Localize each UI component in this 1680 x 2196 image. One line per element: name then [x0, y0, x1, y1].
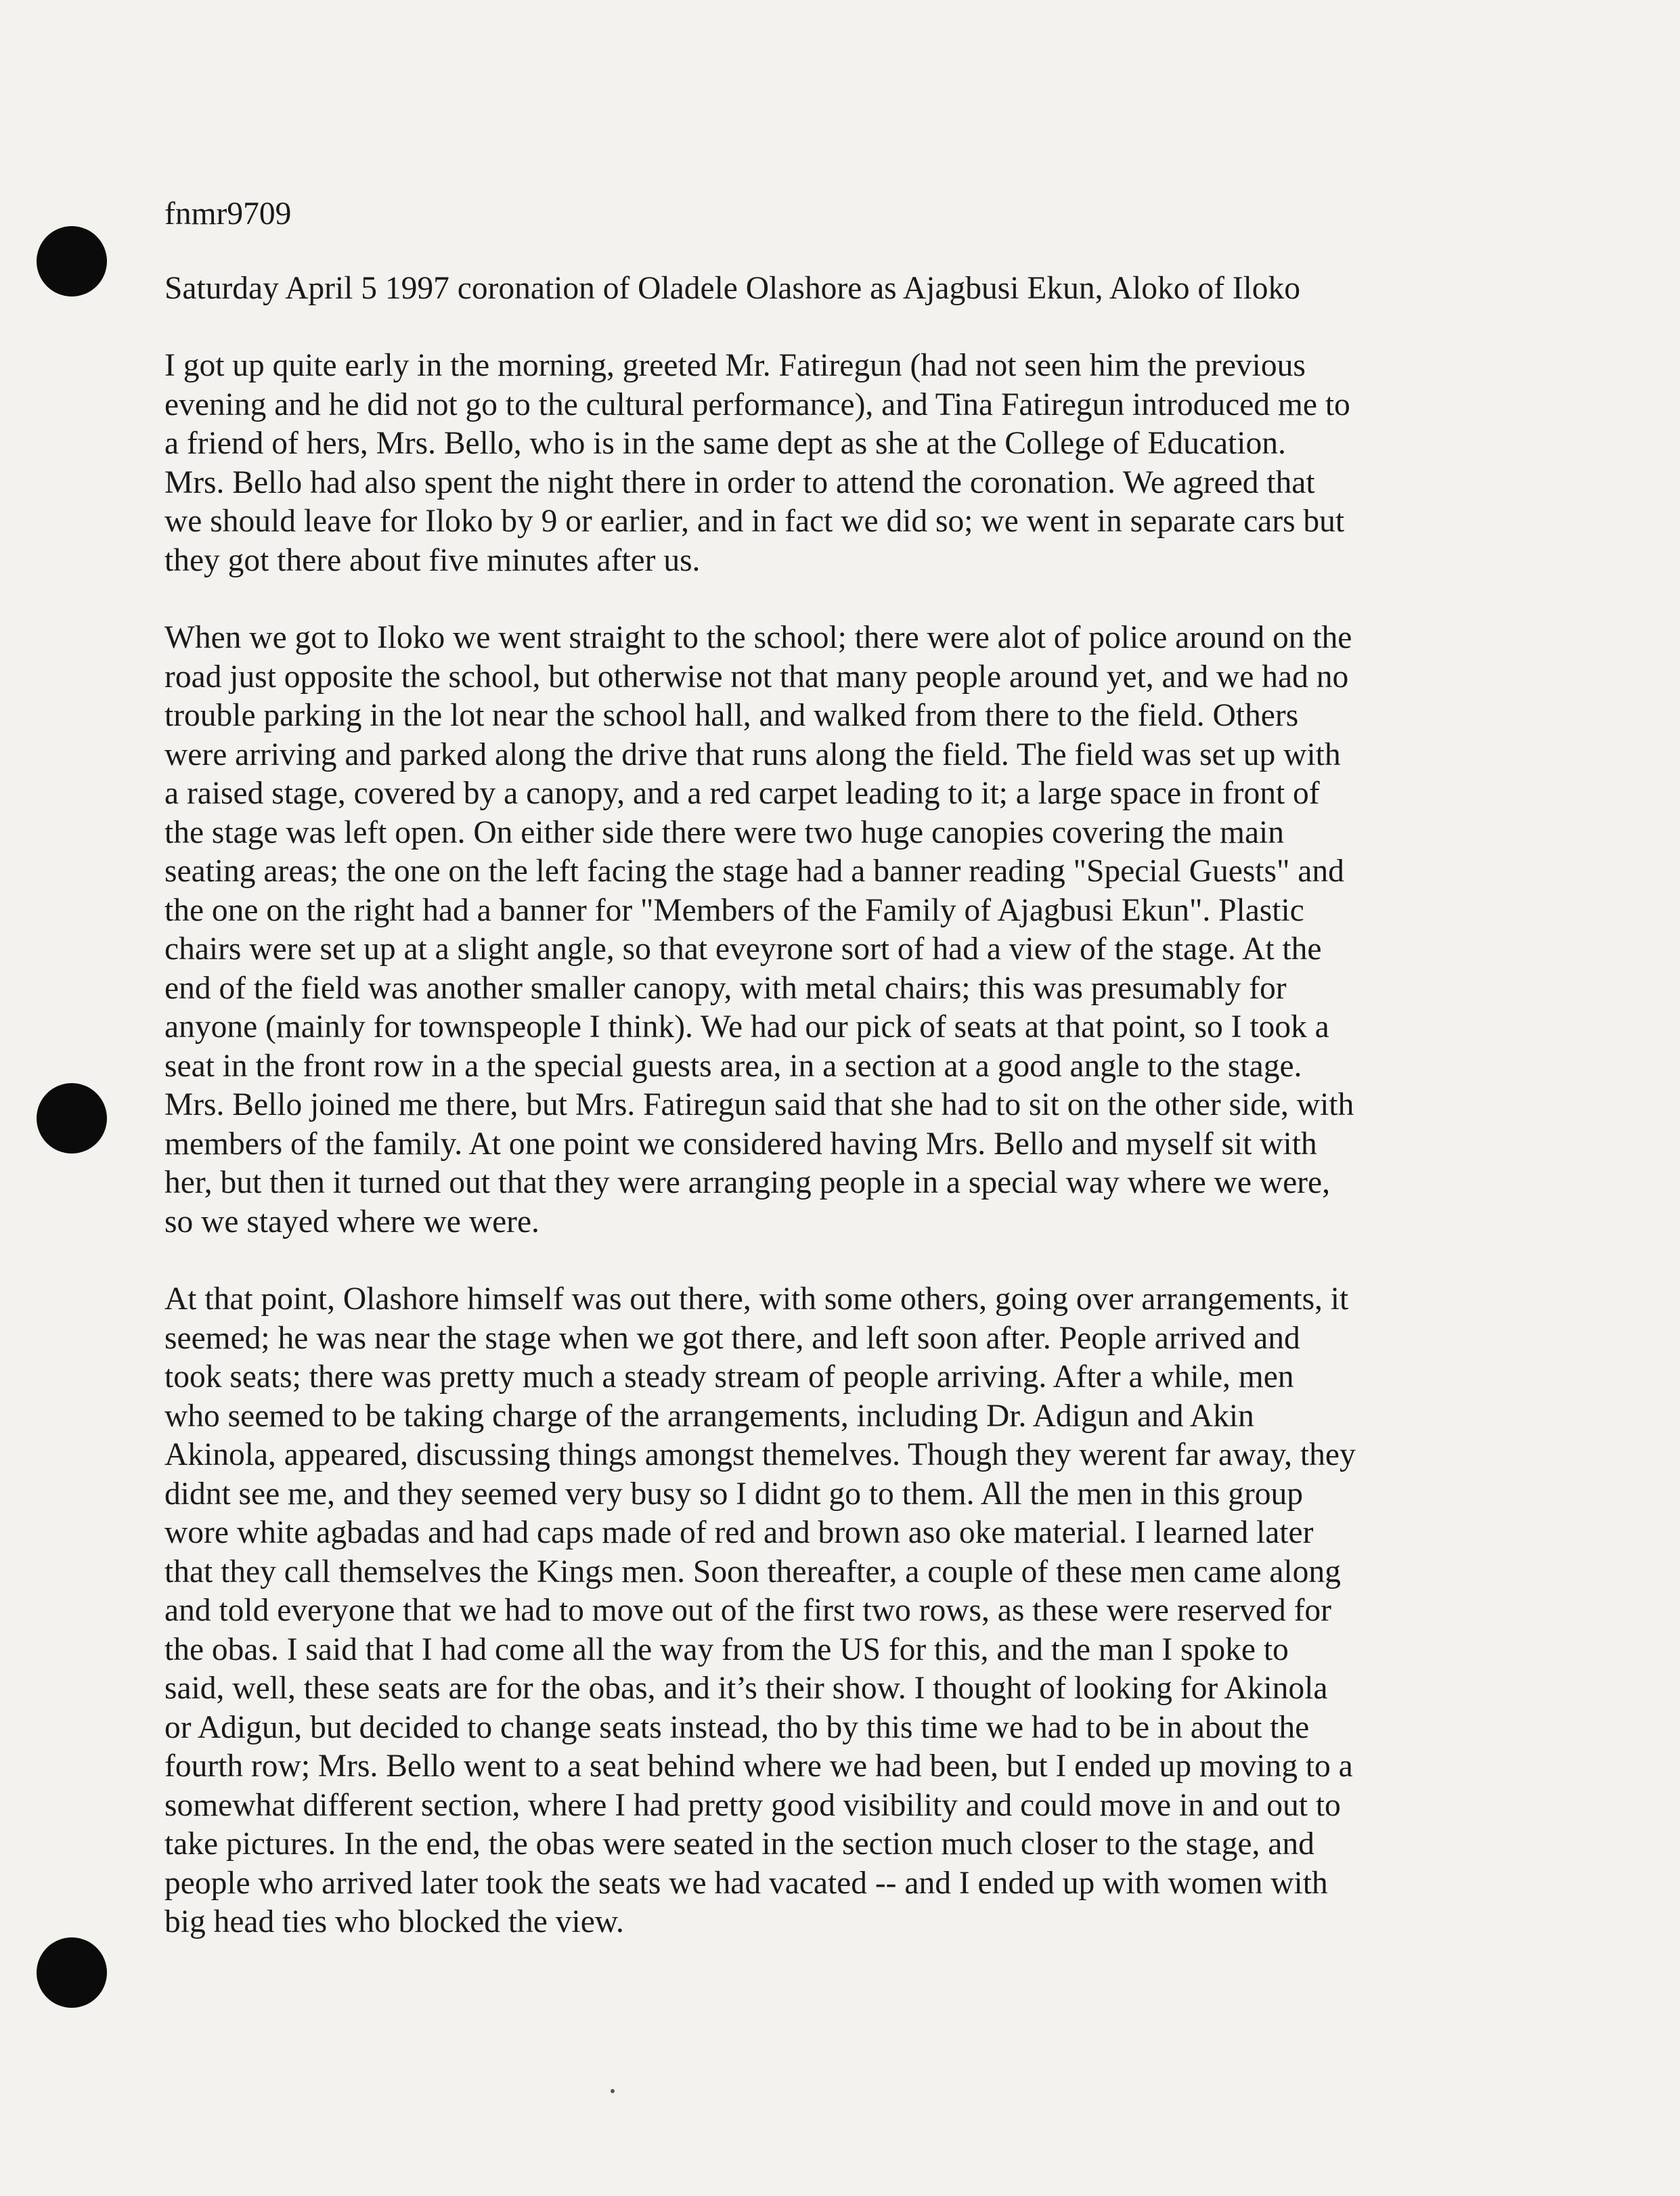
document-body — [164, 195, 1484, 1981]
punch-hole-middle — [37, 1083, 107, 1154]
punch-hole-bottom — [37, 1937, 107, 2008]
paragraph-arrival: When we got to Iloko we went straight to the school; there were alot of police around on the road just opposite the school, but otherwise not that many people around yet, and we had no trouble parking in the lot near the school hall, and walked from there to the field. Others were arriving and parked along the drive that runs along the field. The field was set up with a raised stage, covered by a canopy, and a red carpet leading to it; a large space in front of the stage was left open. On either side there were two huge canopies covering the main seating areas; the one on the left facing the stage had a banner reading "Special Guests" and the one on the right had a banner for "Members of the Family of Ajagbusi Ekun". Plastic chairs were set up at a slight angle, so that eveyrone sort of had a view of the stage. At the end of the field was another smaller canopy, with metal chairs; this was presumably for anyone (mainly for townspeople I think). We had our pick of seats at that point, so I took a seat in the front row in a the special guests area, in a section at a good angle to the stage. Mrs. Bello joined me there, but Mrs. Fatiregun said that she had to sit on the other side, with members of the family. At one point we considered having Mrs. Bello and myself sit with her, but then it turned out that they were arranging people in a special way where we were, so we stayed where we were. — [164, 620, 1354, 1239]
punch-hole-top — [37, 226, 107, 297]
scan-speck — [611, 2089, 615, 2093]
document-title: Saturday April 5 1997 coronation of Oladele Olashore as Ajagbusi Ekun, Aloko of Iloko — [164, 270, 1301, 306]
paragraph-seating: At that point, Olashore himself was out there, with some others, going over arrangements, it seemed; he was near the stage when we got there, and left soon after. People arrived and took seats; there was pretty much a steady stream of people arriving. After a while, men who seemed to be taking charge of the arrangements, including Dr. Adigun and Akin Akinola, appeared, discussing things amongst themelves. Though they werent far away, they didnt see me, and they seemed very busy so I didnt go to them. All the men in this group wore white agbadas and had caps made of red and brown aso oke material. I learned later that they call themselves the Kings men. Soon thereafter, a couple of these men came along and told everyone that we had to move out of the first two rows, as these were reserved for the obas. I said that I had come all the way from the US for this, and the man I spoke to said, well, these seats are for the obas, and it’s their show. I thought of looking for Akinola or Adigun, but decided to change seats instead, tho by this time we had to be in about the fourth row; Mrs. Bello went to a seat behind where we had been, but I ended up moving to a somewhat different section, where I had pretty good visibility and could move in and out to take pictures. In the end, the obas were seated in the section much closer to the stage, and people who arrived later took the seats we had vacated -- and I ended up with women with big head ties who blocked the view. — [164, 1281, 1356, 1939]
document-id: fnmr9709 — [164, 196, 292, 232]
paragraph-morning: I got up quite early in the morning, greeted Mr. Fatiregun (had not seen him the previous evening and he did not go to the cultural performance), and Tina Fatiregun introduced me to a friend of hers, Mrs. Bello, who is in the same dept as she at the College of Education. Mrs. Bello had also spent the night there in order to attend the coronation. We agreed that we should leave for Iloko by 9 or earlier, and in fact we did so; we went in separate cars but they got there about five minutes after us. — [164, 348, 1350, 578]
